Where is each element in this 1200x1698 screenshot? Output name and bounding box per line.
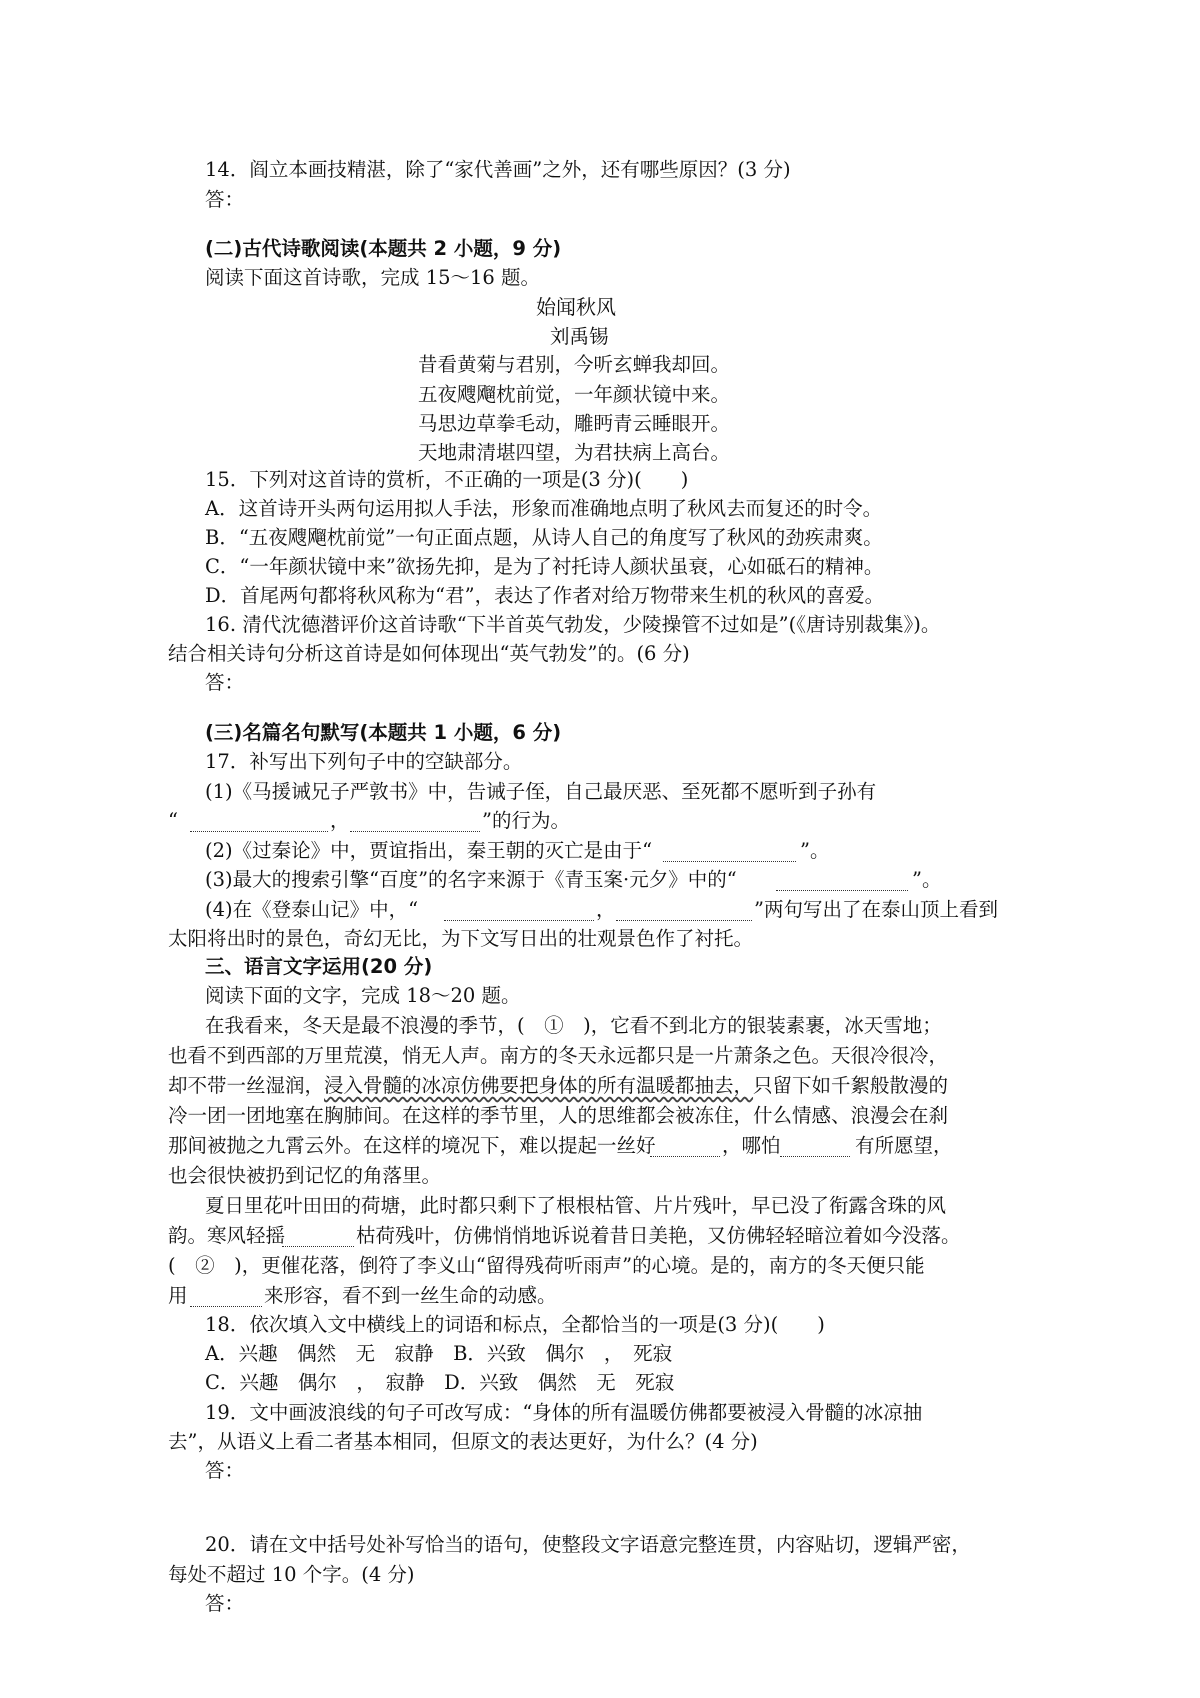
q17-blank bbox=[616, 919, 752, 921]
q19-line2: 去”，从语义上看二者基本相同，但原文的表达更好，为什么？(4 分) bbox=[168, 1430, 758, 1453]
q17-stem: 17．补写出下列句子中的空缺部分。 bbox=[205, 750, 523, 773]
q18-options-row2: C．兴趣 偶尔 ， 寂静 D．兴致 偶然 无 死寂 bbox=[205, 1371, 675, 1394]
q17-item1-open-quote: “ bbox=[168, 809, 178, 832]
q20-line2: 每处不超过 10 个字。(4 分) bbox=[168, 1563, 415, 1586]
q17-item2-end: ”。 bbox=[800, 839, 830, 862]
q15-stem: 15．下列对这首诗的赏析，不正确的一项是(3 分)( ) bbox=[205, 468, 689, 491]
fill-blank bbox=[190, 1305, 262, 1307]
q14-answer-label: 答： bbox=[205, 188, 245, 211]
passage-line: 在我看来，冬天是最不浪漫的季节，( ① )，它看不到北方的银装素裹，冰天雪地； bbox=[205, 1014, 942, 1037]
q17-blank bbox=[663, 860, 796, 862]
fill-blank bbox=[650, 1155, 720, 1157]
q18-options-row1: A．兴趣 偶然 无 寂静 B．兴致 偶尔 ， 死寂 bbox=[205, 1342, 673, 1365]
q17-blank bbox=[190, 830, 328, 832]
q19-line1: 19．文中画波浪线的句子可改写成：“身体的所有温暖仿佛都要被浸入骨髓的冰凉抽 bbox=[205, 1401, 923, 1424]
passage-line: 来形容，看不到一丝生命的动感。 bbox=[264, 1284, 557, 1307]
section2-instruction: 阅读下面这首诗歌，完成 15～16 题。 bbox=[205, 266, 541, 289]
q17-blank bbox=[350, 830, 480, 832]
fill-blank bbox=[780, 1155, 850, 1157]
q15-option-b: B．“五夜飕飗枕前觉”一句正面点题，从诗人自己的角度写了秋风的劲疾肃爽。 bbox=[205, 526, 883, 549]
poem-line: 五夜飕飗枕前觉，一年颜状镜中来。 bbox=[418, 383, 731, 406]
q17-item3-end: ”。 bbox=[912, 868, 942, 891]
q17-item1-close: ”的行为。 bbox=[482, 809, 570, 832]
poem-title: 始闻秋风 bbox=[536, 295, 616, 319]
q14-text: 14．阎立本画技精湛，除了“家代善画”之外，还有哪些原因？(3 分) bbox=[205, 158, 791, 181]
part3-heading: 三、语言文字运用(20 分) bbox=[205, 955, 433, 978]
fill-blank bbox=[282, 1245, 354, 1247]
passage-line: 也会很快被扔到记忆的角落里。 bbox=[168, 1164, 442, 1187]
poem-author: 刘禹锡 bbox=[550, 325, 609, 348]
passage-line: 枯荷残叶，仿佛悄悄地诉说着昔日美艳，又仿佛轻轻暗泣着如今没落。 bbox=[356, 1224, 961, 1247]
q17-blank bbox=[776, 889, 908, 891]
q17-item4: (4)在《登泰山记》中，“ bbox=[205, 898, 419, 921]
q17-item1: (1)《马援诫兄子严敦书》中，告诫子侄，自己最厌恶、至死都不愿听到子孙有 bbox=[205, 780, 877, 803]
q18-stem: 18．依次填入文中横线上的词语和标点，全都恰当的一项是(3 分)( ) bbox=[205, 1313, 825, 1336]
passage-line: 却不带一丝湿润，浸入骨髓的冰凉仿佛要把身体的所有温暖都抽去，只留下如千絮般散漫的 bbox=[168, 1074, 949, 1097]
passage-line: 冷一团一团地塞在胸肺间。在这样的季节里，人的思维都会被冻住，什么情感、浪漫会在刹 bbox=[168, 1104, 949, 1127]
q16-answer-label: 答： bbox=[205, 671, 245, 694]
poem-line: 天地肃清堪四望，为君扶病上高台。 bbox=[418, 441, 731, 464]
passage-line: 用 bbox=[168, 1284, 188, 1307]
q17-blank bbox=[444, 919, 594, 921]
section3-heading: (三)名篇名句默写(本题共 1 小题，6 分) bbox=[205, 721, 562, 744]
passage-line: 有所愿望， bbox=[855, 1134, 953, 1157]
part3-instruction: 阅读下面的文字，完成 18～20 题。 bbox=[205, 984, 521, 1007]
passage-line: 也看不到西部的万里荒漠，悄无人声。南方的冬天永远都只是一片萧条之色。天很冷很冷， bbox=[168, 1044, 949, 1067]
wavy-underlined-sentence: 浸入骨髓的冰凉仿佛要把身体的所有温暖都抽去， bbox=[324, 1074, 754, 1097]
section2-heading: (二)古代诗歌阅读(本题共 2 小题，9 分) bbox=[205, 237, 562, 260]
q17-item4-cont: 太阳将出时的景色，奇幻无比，为下文写日出的壮观景色作了衬托。 bbox=[168, 927, 754, 950]
passage-line: 韵。寒风轻摇 bbox=[168, 1224, 286, 1247]
poem-line: 马思边草拳毛动，雕眄青云睡眼开。 bbox=[418, 412, 731, 435]
poem-line: 昔看黄菊与君别，今听玄蝉我却回。 bbox=[418, 353, 731, 376]
q15-option-c: C．“一年颜状镜中来”欲扬先抑，是为了衬托诗人颜状虽衰，心如砥石的精神。 bbox=[205, 555, 884, 578]
q16-line1: 16. 清代沈德潜评价这首诗歌“下半首英气勃发，少陵操管不过如是”(《唐诗别裁集》)。 bbox=[205, 613, 941, 636]
q17-item4-end: ”两句写出了在泰山顶上看到 bbox=[754, 898, 998, 921]
q17-item3: (3)最大的搜索引擎“百度”的名字来源于《青玉案·元夕》中的“ bbox=[205, 868, 737, 891]
q16-line2: 结合相关诗句分析这首诗是如何体现出“英气勃发”的。(6 分) bbox=[168, 642, 690, 665]
passage-line: ，哪怕 bbox=[722, 1134, 781, 1157]
q17-item4-comma: ， bbox=[596, 898, 616, 921]
passage-line: 夏日里花叶田田的荷塘，此时都只剩下了根根枯管、片片残叶，早已没了衔露含珠的风 bbox=[205, 1194, 947, 1217]
passage-line: ( ② )，更催花落，倒符了李义山“留得残荷听雨声”的心境。是的，南方的冬天便只能 bbox=[168, 1254, 925, 1277]
q17-item1-comma: ， bbox=[330, 809, 350, 832]
q19-answer-label: 答： bbox=[205, 1459, 245, 1482]
passage-line: 那间被抛之九霄云外。在这样的境况下，难以提起一丝好 bbox=[168, 1134, 656, 1157]
q17-item2: (2)《过秦论》中，贾谊指出，秦王朝的灭亡是由于“ bbox=[205, 839, 653, 862]
q15-option-a: A．这首诗开头两句运用拟人手法，形象而准确地点明了秋风去而复还的时令。 bbox=[205, 497, 883, 520]
q15-option-d: D．首尾两句都将秋风称为“君”，表达了作者对给万物带来生机的秋风的喜爱。 bbox=[205, 584, 885, 607]
q20-answer-label: 答： bbox=[205, 1592, 245, 1615]
q20-line1: 20．请在文中括号处补写恰当的语句，使整段文字语意完整连贯，内容贴切，逻辑严密， bbox=[205, 1533, 971, 1556]
